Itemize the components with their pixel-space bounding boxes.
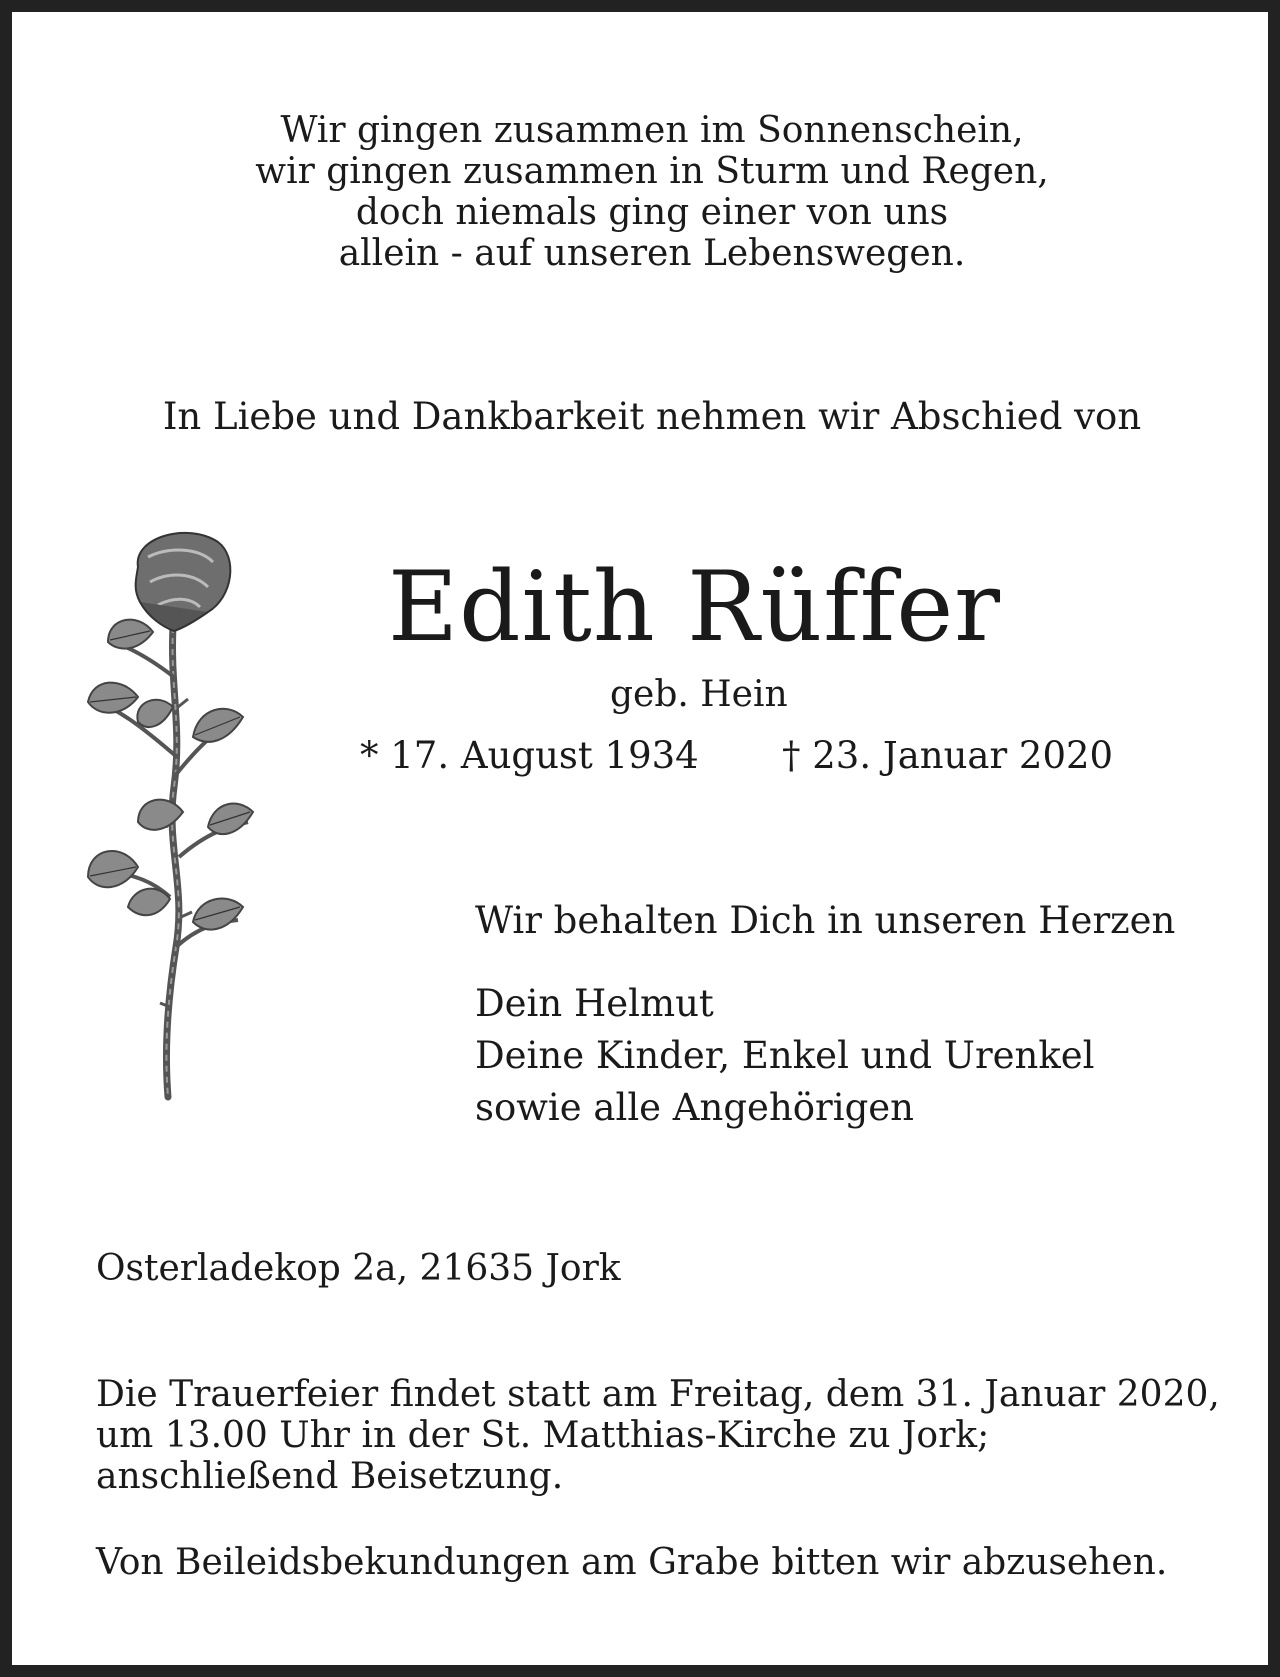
ceremony-line: Die Trauerfeier findet statt am Freitag, dem 31. Januar 2020, — [96, 1374, 1220, 1415]
rose-icon — [78, 527, 268, 1102]
poem — [12, 110, 1280, 274]
ceremony-line: um 13.00 Uhr in der St. Matthias-Kirche zu Jork; — [96, 1415, 990, 1456]
farewell-text: Wir behalten Dich in unseren Herzen — [475, 899, 1176, 942]
deceased-name: Edith Rüffer — [388, 551, 1002, 663]
signers — [475, 978, 1095, 1134]
condolence-note: Von Beileidsbekundungen am Grabe bitten wir abzusehen. — [96, 1542, 1168, 1583]
poem-line: Wir gingen zusammen im Sonnenschein, — [280, 110, 1024, 151]
signer-line: sowie alle Angehörigen — [475, 1086, 914, 1129]
poem-line: wir gingen zusammen in Sturm und Regen, — [255, 151, 1049, 192]
ceremony-info — [96, 1374, 1220, 1497]
ceremony-line: anschließend Beisetzung. — [96, 1456, 564, 1497]
poem-line: allein - auf unseren Lebenswegen. — [338, 233, 966, 274]
birth-date: * 17. August 1934 — [360, 734, 699, 777]
maiden-name: geb. Hein — [610, 674, 788, 715]
signer-line: Deine Kinder, Enkel und Urenkel — [475, 1034, 1095, 1077]
signer-line: Dein Helmut — [475, 982, 714, 1025]
death-date: † 23. Januar 2020 — [782, 734, 1114, 777]
intro-text: In Liebe und Dankbarkeit nehmen wir Abschied von — [162, 395, 1142, 438]
address: Osterladekop 2a, 21635 Jork — [96, 1248, 621, 1289]
poem-line: doch niemals ging einer von uns — [355, 192, 949, 233]
